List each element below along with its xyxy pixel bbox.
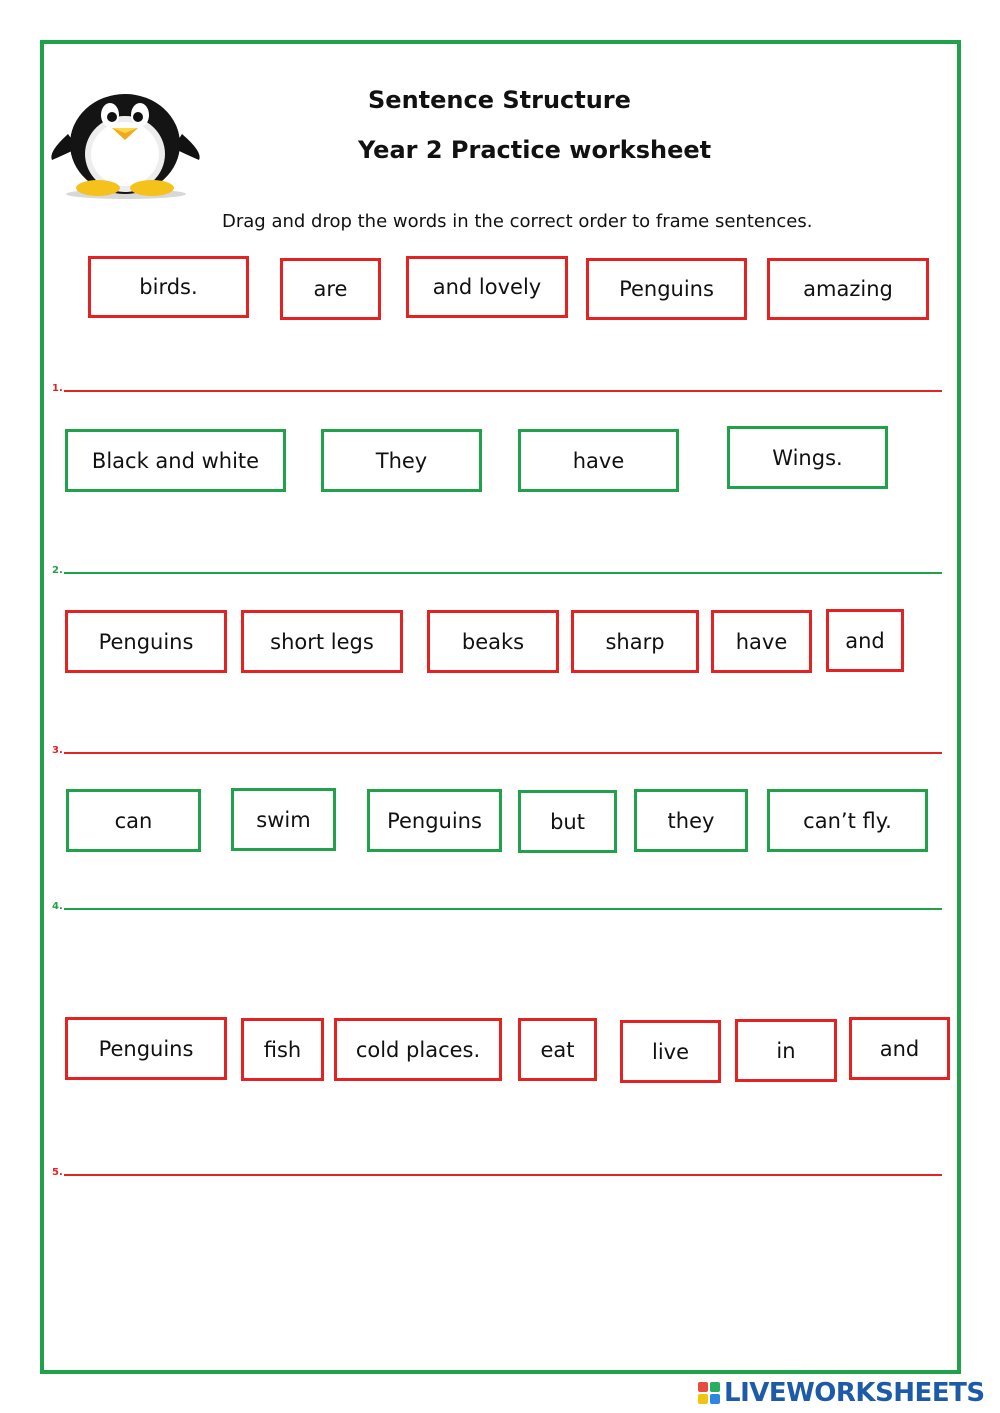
word-tile[interactable]: swim <box>231 788 336 851</box>
word-tile[interactable]: can <box>66 789 201 852</box>
liveworksheets-brand <box>698 1378 985 1408</box>
word-tile[interactable]: amazing <box>767 258 929 320</box>
word-tile[interactable]: sharp <box>571 610 699 673</box>
answer-number: 2. <box>52 565 63 576</box>
word-tile[interactable]: Wings. <box>727 426 888 489</box>
answer-number: 4. <box>52 901 63 912</box>
word-tile[interactable]: They <box>321 429 482 492</box>
answer-line-1[interactable] <box>52 372 942 394</box>
word-tile[interactable]: in <box>735 1019 837 1082</box>
instruction-text: Drag and drop the words in the correct order to frame sentences. <box>222 211 813 232</box>
word-tile[interactable]: beaks <box>427 610 559 673</box>
penguin-icon <box>48 82 203 200</box>
answer-line-2[interactable] <box>52 554 942 576</box>
answer-line-3[interactable] <box>52 734 942 756</box>
word-tile[interactable]: eat <box>518 1018 597 1081</box>
word-tile[interactable]: have <box>711 610 812 673</box>
word-tile[interactable]: but <box>518 790 617 853</box>
worksheet-title: Sentence Structure <box>368 86 631 114</box>
word-tile[interactable]: live <box>620 1020 721 1083</box>
word-tile[interactable]: are <box>280 258 381 320</box>
answer-line-4[interactable] <box>52 890 942 912</box>
word-tile[interactable]: cold places. <box>334 1018 502 1081</box>
word-tile[interactable]: birds. <box>88 256 249 318</box>
word-tile[interactable]: Penguins <box>367 789 502 852</box>
word-tile[interactable]: have <box>518 429 679 492</box>
word-tile[interactable]: can’t fly. <box>767 789 928 852</box>
word-tile[interactable]: and <box>849 1017 950 1080</box>
brand-name: LIVEWORKSHEETS <box>724 1378 985 1408</box>
word-tile[interactable]: Penguins <box>586 258 747 320</box>
answer-number: 5. <box>52 1167 63 1178</box>
word-tile[interactable]: they <box>634 789 748 852</box>
word-tile[interactable]: and lovely <box>406 256 568 318</box>
word-tile[interactable]: fish <box>241 1018 324 1081</box>
word-tile[interactable]: Penguins <box>65 610 227 673</box>
liveworksheets-logo-icon <box>698 1382 720 1404</box>
answer-number: 1. <box>52 383 63 394</box>
answer-number: 3. <box>52 745 63 756</box>
word-tile[interactable]: and <box>826 609 904 672</box>
word-tile[interactable]: short legs <box>241 610 403 673</box>
word-tile[interactable]: Penguins <box>65 1017 227 1080</box>
answer-line-5[interactable] <box>52 1156 942 1178</box>
word-tile[interactable]: Black and white <box>65 429 286 492</box>
worksheet-subtitle: Year 2 Practice worksheet <box>358 136 712 164</box>
